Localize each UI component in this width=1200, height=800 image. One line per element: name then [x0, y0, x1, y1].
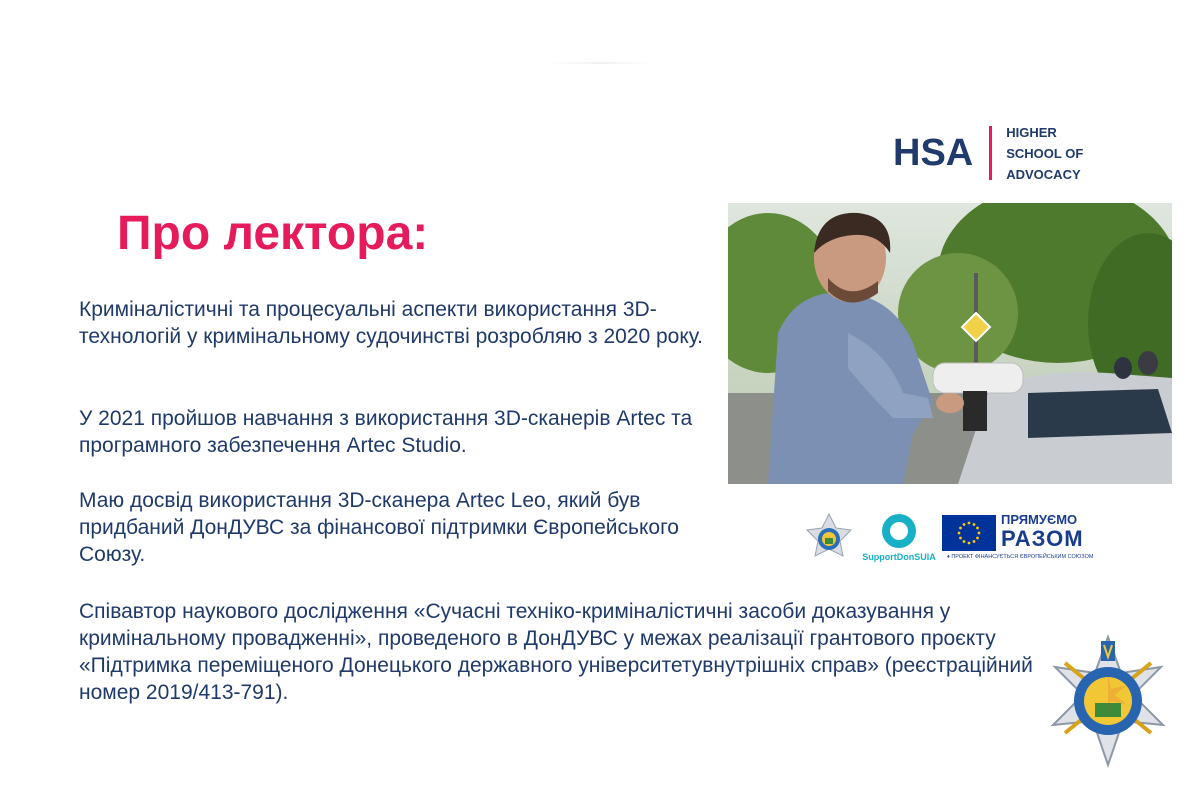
- hsa-logo-line: ADVOCACY: [1006, 166, 1081, 182]
- paragraph-training: У 2021 пройшов навчання з використання 3D-сканерів Artec та програмного забезпечення Artec Studio.: [79, 407, 693, 457]
- eu-flag-icon: [942, 515, 996, 551]
- razom-top-label: ПРЯМУЄМО: [1001, 512, 1078, 527]
- razom-logo: [947, 512, 1101, 561]
- hsa-logo-line: SCHOOL OF: [1006, 145, 1084, 161]
- university-emblem-large-icon: [1045, 633, 1171, 769]
- lecturer-photo: [728, 203, 1172, 484]
- university-emblem-icon: [806, 512, 852, 566]
- paragraph-scanner: Маю досвід використання 3D-сканера Artec Leo, який був придбаний ДонДУВС за фінансової підтримки Європейського Союзу.: [79, 489, 679, 566]
- razom-note: ♦ ПРОЕКТ ФІНАНСУЄТЬСЯ ЄВРОПЕЙСЬКИМ СОЮЗОМ: [947, 554, 1094, 560]
- support-donsuia-icon: [882, 514, 916, 548]
- hsa-logo-text: [1006, 122, 1083, 185]
- page-title: Про лектора:: [117, 207, 429, 260]
- razom-main-label: РАЗОМ: [1001, 526, 1084, 551]
- hsa-logo-divider: [989, 126, 992, 180]
- hsa-logo: [893, 122, 1103, 184]
- paragraph-research: Співавтор наукового дослідження «Сучасні техніко-криміналістичні засоби доказування у кримінальному провадженні», проведеного в ДонДУВС у межах реалізації грантового проєкту «Підтримка переміщеного Донецького державного університетувнутрішніх справ» (реєстраційний номер 2019/413-791).: [79, 600, 1033, 704]
- partner-logos: [806, 512, 1096, 570]
- support-donsuia-logo: [861, 514, 937, 566]
- hsa-logo-line: HIGHER: [1006, 124, 1057, 140]
- top-divider: [545, 62, 655, 64]
- hsa-logo-mark: HSA: [893, 131, 974, 174]
- paragraph-experience: Криміналістичні та процесуальні аспекти використання 3D-технологій у кримінальному судочинстві розробляю з 2020 року.: [79, 298, 704, 348]
- support-donsuia-label: SupportDonSUIA: [862, 552, 936, 562]
